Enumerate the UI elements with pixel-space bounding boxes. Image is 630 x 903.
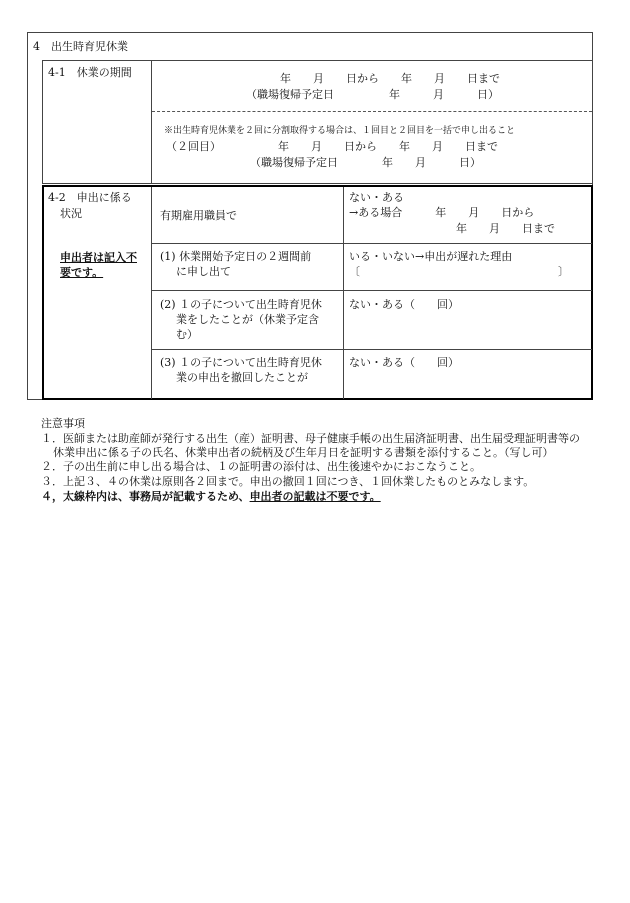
status-row4-answer: ない・ある（ 回） [349,356,459,369]
status-row-line-3 [151,349,592,350]
applicant-note-line2: 要です。 [60,266,104,279]
notes-heading: 注意事項 [41,417,85,430]
status-row4-question-line2: 業の申出を撤回したことが [176,371,308,384]
period-bottom-line [42,183,593,184]
status-col1-divider [151,187,152,399]
status-row3-question-line2: 業をしたことが（休業予定含 [176,313,319,326]
status-row2-answer-line2: 〔 〕 [349,265,569,278]
section-title: 4 出生時育児休業 [33,40,128,53]
status-row1-answer-line3: 年 月 日まで [456,222,555,235]
note-item-1: １．医師または助産師が発行する出生（産）証明書、母子健康手帳の出生届済証明書、出生届受理証明書等の [41,432,580,445]
status-row3-answer: ない・ある（ 回） [349,298,459,311]
period-top-line [42,60,593,61]
status-row3-question-line3: む） [176,328,198,341]
note-item-2: ２．子の出生前に申し出る場合は、１の証明書の添付は、出生後速やかにおこなうこと。 [41,460,481,473]
note-item-4-prefix: ４，太線枠内は、事務局が記載するため、 [41,490,250,503]
frame-left [27,32,28,400]
status-row-line-2 [151,290,592,291]
status-row2-answer-line1: いる・いない→申出が遅れた理由 [349,250,513,263]
status-bottom-line [42,398,593,400]
status-right-line [591,185,593,400]
status-row2-question-line1: (1) 休業開始予定日の２週間前 [160,250,312,263]
note-item-4 [41,490,381,504]
period-divider [151,60,152,184]
period-dashed-separator [152,111,592,112]
period-row1-return: （職場復帰予定日 年 月 日） [246,88,499,101]
status-row3-question-line1: (2) １の子について出生時育児休 [160,298,322,311]
note-item-4-underlined: 申出者の記載は不要です。 [249,490,381,503]
period-row2-return: （職場復帰予定日 年 月 日） [250,156,481,169]
status-row-line-1 [151,243,592,244]
note-item-1-cont: 休業申出に係る子の氏名、休業申出者の続柄及び生年月日を証明する書類を添付すること。（写し可） [53,446,554,459]
status-row2-question-line2: に申し出て [176,265,231,278]
status-label-line1: 4-2 申出に係る [48,191,132,204]
status-row1-question: 有期雇用職員で [160,209,237,222]
status-col2-divider [343,187,344,399]
note-item-3: ３．上記３、４の休業は原則各２回まで。申出の撤回１回につき、１回休業したものとみなします。 [41,475,535,488]
applicant-note-line1: 申出者は記入不 [60,251,137,264]
period-label: 4-1 休業の期間 [48,66,132,79]
status-left-line [42,185,44,400]
period-row2: 年 月 日から 年 月 日まで [278,140,498,153]
frame-top [27,32,593,33]
status-label-line2: 状況 [60,207,82,220]
period-note: ※出生時育児休業を２回に分割取得する場合は、１回目と２回目を一括で申し出ること [164,126,516,136]
period-left-line [42,60,43,184]
status-row1-answer-line2: →ある場合 年 月 日から [349,206,535,219]
status-row1-answer-line1: ない・ある [349,191,404,204]
status-top-line [42,185,593,187]
status-row4-question-line1: (3) １の子について出生時育児休 [160,356,322,369]
period-second-label: （２回目） [166,140,221,153]
period-row1: 年 月 日から 年 月 日まで [280,72,500,85]
